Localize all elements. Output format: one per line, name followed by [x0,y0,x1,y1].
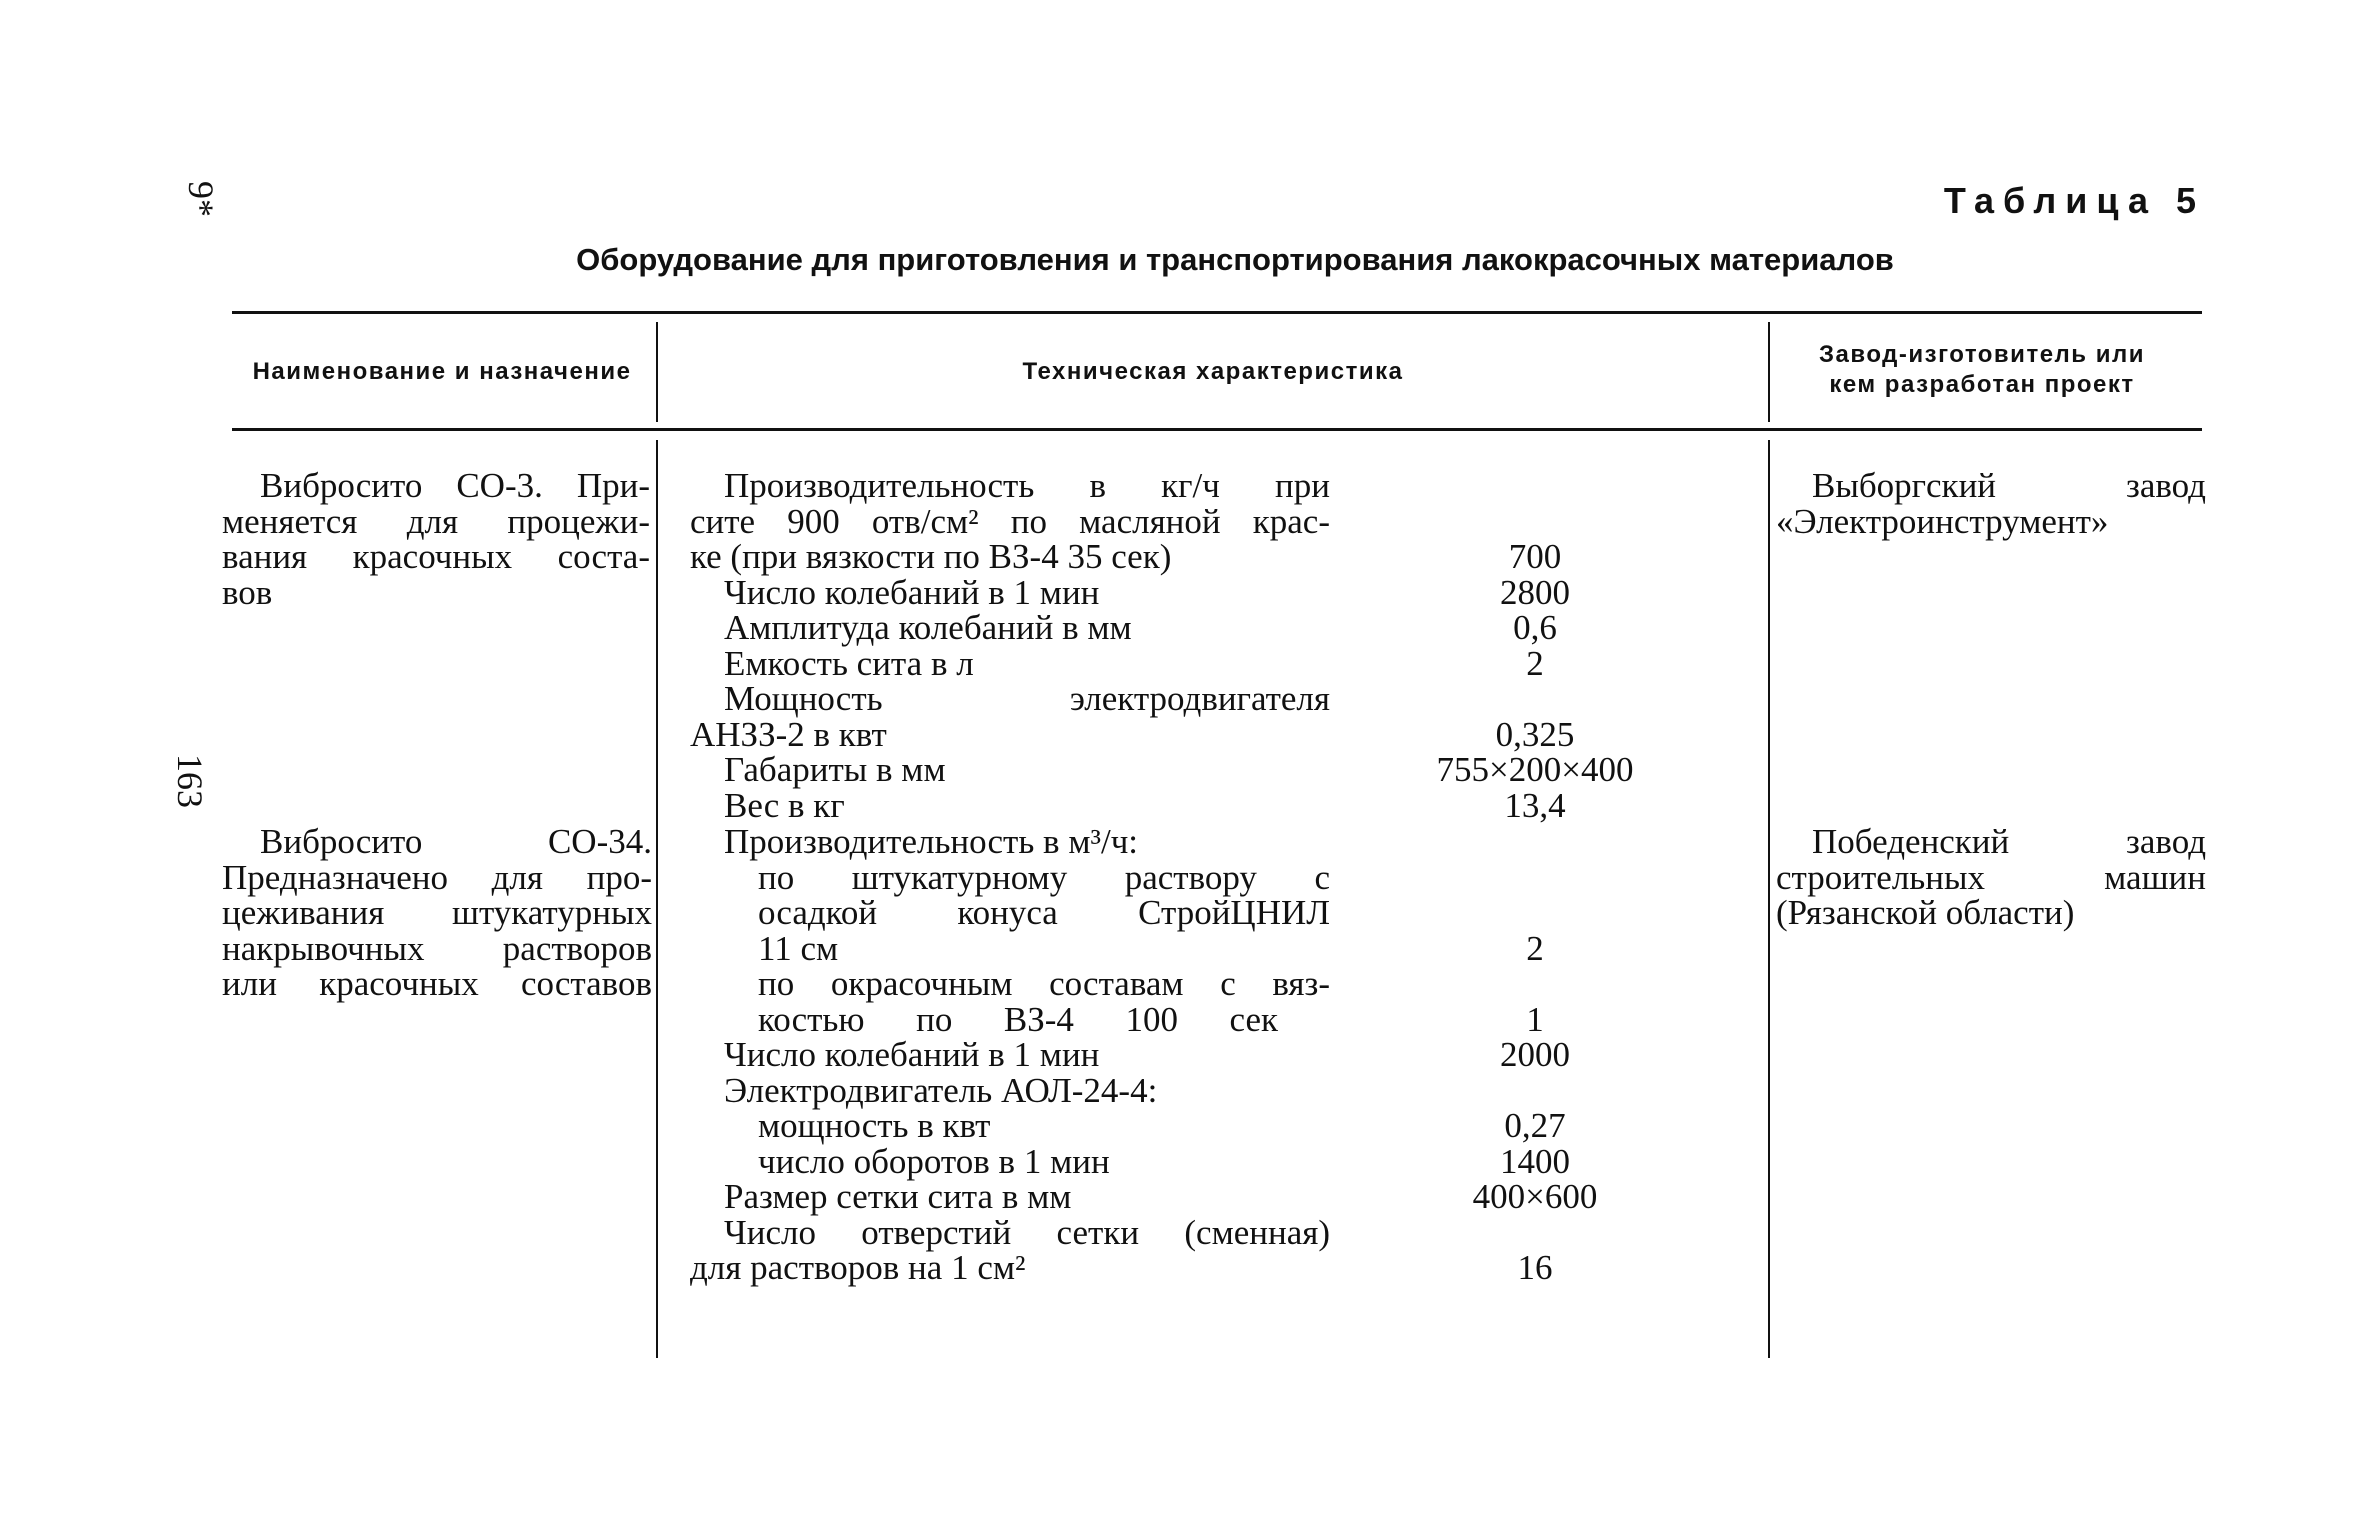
sheet-mark: 9* [181,181,221,217]
tech-value: 400×600 [1472,1177,1598,1216]
tech-line: мощность в квт [758,1106,991,1145]
row1-maker [1776,468,2206,539]
tech-value [1405,468,1665,504]
row2-tech [690,824,1330,1286]
col-header-maker-line2: кем разработан проект [1829,371,2135,398]
tech-line: Электродвигатель АОЛ-24-4: [724,1070,1158,1110]
tech-line: Амплитуда колебаний в мм [724,608,1132,647]
table-top-rule [232,311,2202,314]
row1-values [1405,468,1680,823]
maker-line: строительных машин [1776,857,2206,897]
tech-line: костью по ВЗ-4 100 сек [758,999,1278,1039]
tech-value: 13,4 [1504,785,1566,825]
col-header-name: Наименование и назначение [252,358,632,385]
col-header-tech: Техническая характеристика [1022,358,1404,385]
col-header-maker-line1: Завод-изготовитель или [1819,341,2145,368]
tech-value [1405,681,1665,717]
tech-line: Производительность в кг/ч при [724,466,1330,505]
row1-name-line: меняется для процежи- [222,501,650,541]
row2-name-line: Вибросито СО-34. [260,822,652,861]
row1-name-line: вания красочных соста- [222,537,650,576]
table-label: Таблица 5 [1943,180,2205,221]
tech-value [1405,824,1665,860]
tech-line: Число колебаний в 1 мин [724,1035,1100,1074]
col-header-maker [1772,340,2192,400]
page-title: Оборудование для приготовления и транспортирования лакокрасочных материалов [576,242,1894,277]
tech-line: Размер сетки сита в мм [724,1177,1072,1216]
tech-line: осадкой конуса СтройЦНИЛ [758,893,1330,932]
tech-value [1405,1215,1665,1251]
tech-line: Число колебаний в 1 мин [724,572,1100,612]
tech-value: 2000 [1500,1035,1570,1074]
tech-value: 2 [1526,928,1544,968]
tech-value: 16 [1517,1248,1553,1287]
row1-name-line: вов [222,572,273,612]
maker-line: «Электроинструмент» [1776,501,2109,541]
tech-value [1405,966,1665,1002]
tech-value [1405,504,1665,540]
row1-name [222,468,650,610]
maker-line: Выборгский завод [1812,466,2206,505]
row2-maker [1776,824,2206,931]
body-divider-1 [656,440,658,1358]
tech-value [1405,860,1665,896]
tech-line: 11 см [758,928,839,968]
maker-line: (Рязанской области) [1776,893,2075,932]
page-number: 163 [170,754,210,808]
row2-name-line: Предназначено для про- [222,857,652,897]
tech-line: по окрасочным составам с вяз- [758,964,1330,1003]
row2-name [222,824,652,1002]
tech-line: АНЗЗ-2 в квт [690,714,887,754]
tech-value: 0,6 [1513,608,1557,647]
tech-line: Производительность в м³/ч: [724,822,1139,861]
maker-line: Победенский завод [1812,822,2206,861]
tech-line: Вес в кг [724,785,845,825]
tech-value: 700 [1508,537,1562,576]
body-divider-2 [1768,440,1770,1358]
row2-name-line: цеживания штукатурных [222,893,652,932]
tech-value: 2 [1526,643,1544,683]
row2-name-line: накрывочных растворов [222,928,652,968]
tech-value: 1400 [1500,1141,1570,1181]
row2-values [1405,824,1665,1286]
tech-line: Число отверстий сетки (сменная) [724,1212,1330,1252]
tech-line: число оборотов в 1 мин [758,1141,1110,1181]
tech-value: 755×200×400 [1436,750,1634,789]
tech-value: 0,325 [1495,714,1575,754]
tech-value [1405,895,1665,931]
tech-value: 1 [1526,999,1544,1039]
tech-value [1405,1073,1665,1109]
tech-value: 0,27 [1504,1106,1566,1145]
tech-line: Габариты в мм [724,750,946,789]
tech-line: по штукатурному раствору с [758,857,1330,897]
tech-value: 2800 [1500,572,1570,612]
tech-line: ке (при вязкости по ВЗ-4 35 сек) [690,537,1172,576]
tech-line: Мощность электродвигателя [724,679,1330,718]
row1-tech [690,468,1330,823]
tech-line: сите 900 отв/см² по масляной крас- [690,501,1330,541]
header-bottom-rule [232,428,2202,431]
row2-name-line: или красочных составов [222,964,652,1003]
tech-line: для растворов на 1 см² [690,1248,1026,1287]
tech-line: Емкость сита в л [724,643,974,683]
header-divider-2 [1768,322,1770,422]
row1-name-line: Вибросито СО-3. При- [260,466,650,505]
